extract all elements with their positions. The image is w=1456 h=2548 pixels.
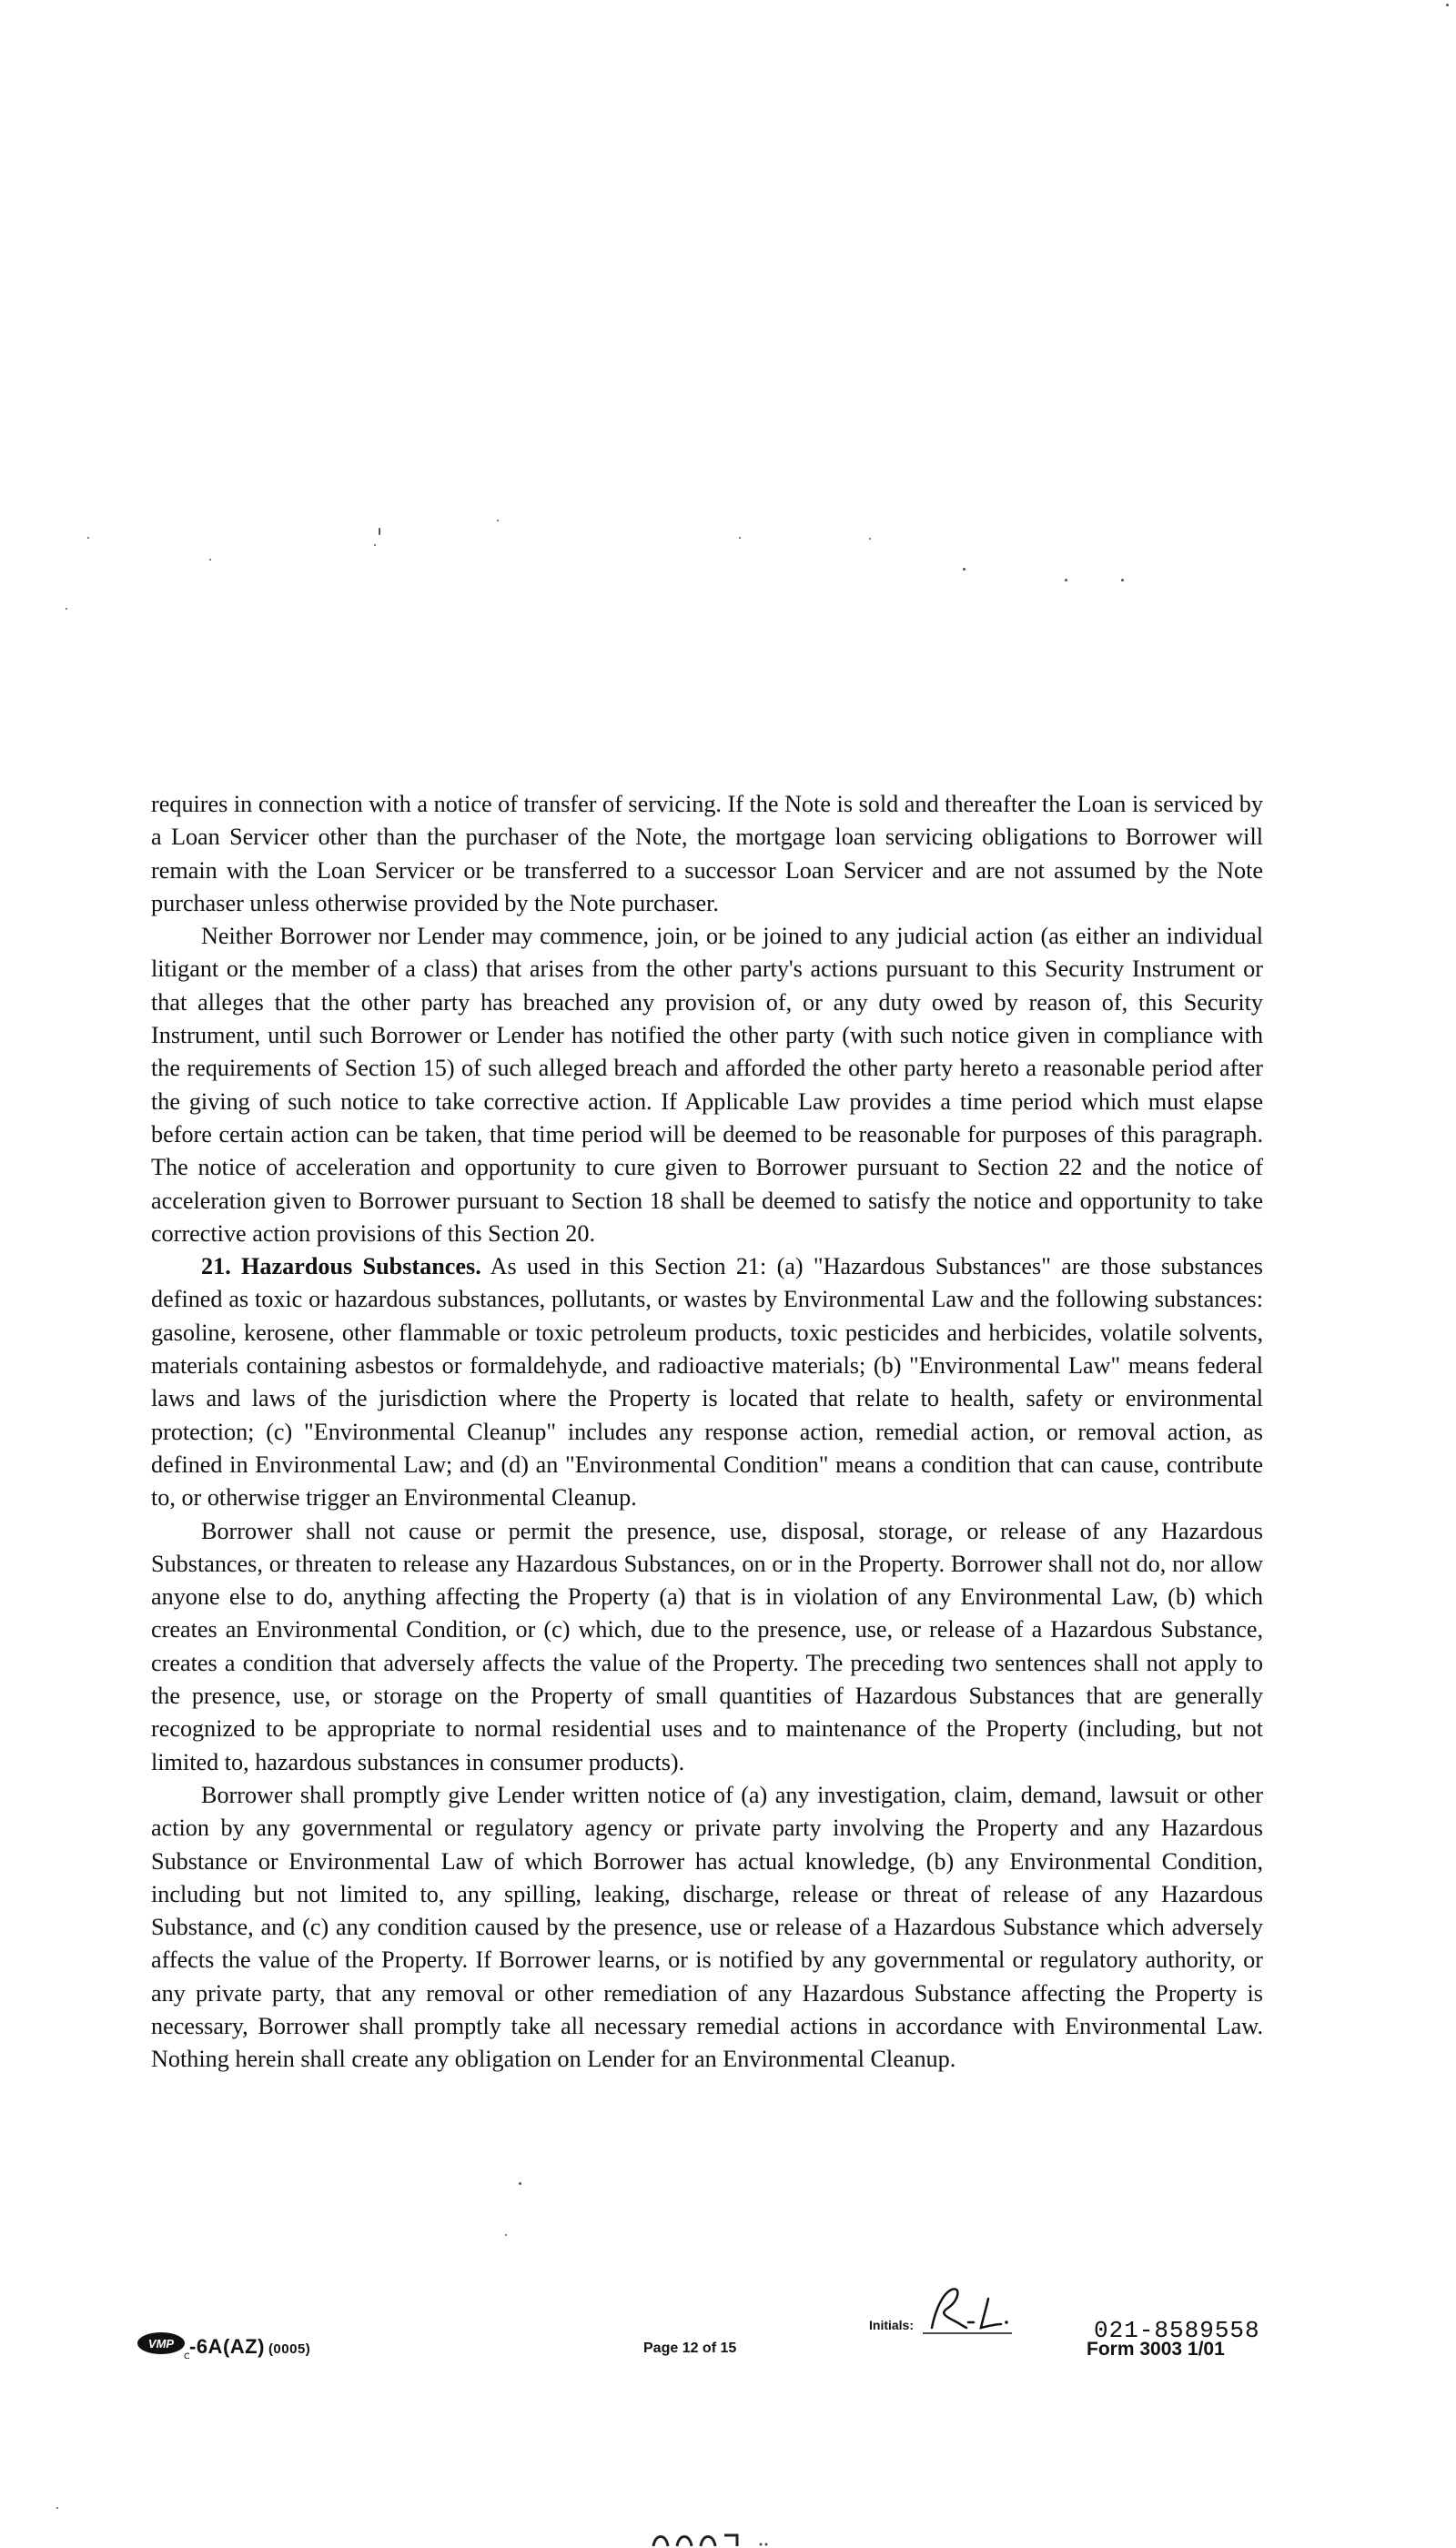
paragraph-hazardous-substances-definitions xyxy=(151,1250,1263,1514)
scan-speck xyxy=(519,2182,521,2185)
document-body xyxy=(151,788,1263,2077)
initials-label: Initials: xyxy=(869,2318,915,2332)
form-code xyxy=(189,2335,310,2359)
scan-speck xyxy=(739,537,741,539)
scan-speck xyxy=(497,520,499,521)
form-code-label: -6A(AZ) xyxy=(189,2335,265,2358)
form-revision: (0005) xyxy=(268,2341,311,2357)
paragraph-hazardous-notice: Borrower shall promptly give Lender written notice of (a) any investigation, claim, demand, lawsuit or other action by any governmental or regulatory agency or private party involving the Property and any Hazardous Substance or Environmental Law of which Borrower has actual knowledge, (b) any Environmental Condition, including but not limited to, any spilling, leaking, discharge, release or threat of release of any Hazardous Substance, and (c) any condition caused by the presence, use or release of a Hazardous Substance which adversely affects the value of the Property. If Borrower learns, or is notified by any governmental or regulatory authority, or any private party, that any removal or other remediation of any Hazardous Substance affecting the Property is necessary, Borrower shall promptly take all necessary remedial actions in accordance with Environmental Law. Nothing herein shall create any obligation on Lender for an Environmental Cleanup. xyxy=(151,1781,1263,2073)
paragraph-hazardous-restrictions: Borrower shall not cause or permit the presence, use, disposal, storage, or release of any Hazardous Substances, or threaten to release any Hazardous Substances, on or in the Property. Borrower shall not do, nor allow anyone else to do, anything affecting the Property (a) that is in violation of any Environmental Law, (b) which creates an Environmental Condition, or (c) which, due to the presence, use, or release of a Hazardous Substance, creates a condition that adversely affects the value of the Property. The preceding two sentences shall not apply to the presence, use, or storage on the Property of small quantities of Hazardous Substances that are generally recognized to be appropriate to normal residential uses and to maintenance of the Property (including, but not limited to, hazardous substances in consumer products). xyxy=(151,1517,1263,1775)
scan-speck xyxy=(374,544,376,546)
scan-speck xyxy=(379,528,380,535)
paragraph-loan-servicer: requires in connection with a notice of transfer of servicing. If the Note is sold and thereafter the Loan is serviced by a Loan Servicer other than the purchaser of the Note, the mortgage loan servicing obligations to Borrower will remain with the Loan Servicer or be transferred to a successor Loan Servicer and are not assumed by the Note purchaser unless otherwise provided by the Note purchaser. xyxy=(151,791,1263,916)
section-title-hazardous-substances: 21. Hazardous Substances. xyxy=(201,1253,481,1280)
paragraph-judicial-action: Neither Borrower nor Lender may commence, join, or be joined to any judicial action (as either an individual litigant or the member of a class) that arises from the other party's actions pursuant to this Security Instrument or that alleges that the other party has breached any provision of, or any duty owed by reason of, this Security Instrument, until such Borrower or Lender has notified the other party (with such notice given in compliance with the requirements of Section 15) of such alleged breach and afforded the other party hereto a reasonable period after the giving of such notice to take corrective action. If Applicable Law provides a time period which must elapse before certain action can be taken, that time period will be deemed to be reasonable for purposes of this paragraph. The notice of acceleration and opportunity to cure given to Borrower pursuant to Section 22 and the notice of acceleration given to Borrower pursuant to Section 18 shall be deemed to satisfy the notice and opportunity to take corrective action provisions of this Section 20. xyxy=(151,923,1263,1247)
scan-speck xyxy=(963,568,966,571)
scan-speck xyxy=(1121,579,1124,581)
scan-speck xyxy=(1065,579,1067,581)
paragraph-text: As used in this Section 21: (a) "Hazardous Substances" are those substances defined as toxic or hazardous substances, pollutants, or wastes by Environmental Law and the following substances: gasoline, kerosene, other flammable or toxic petroleum products, toxic pesticides and herbicides, volatile solvents, materials containing asbestos or formaldehyde, and radioactive materials; (b) "Environmental Law" means federal laws and laws of the jurisdiction where the Property is located that relate to health, safety or environmental protection; (c) "Environmental Cleanup" includes any response action, remedial action, or removal action, as defined in Environmental Law; and (d) an "Environmental Condition" means a condition that can cause, contribute to, or otherwise trigger an Environmental Cleanup. xyxy=(151,1253,1264,1512)
scan-speck xyxy=(56,2507,58,2509)
form-number: Form 3003 1/01 xyxy=(1087,2339,1225,2360)
scan-speck xyxy=(505,2234,507,2236)
initials-signature-icon xyxy=(915,2282,1017,2339)
page-number: Page 12 of 15 xyxy=(643,2341,737,2356)
vmp-logo-text: VMP xyxy=(147,2337,175,2351)
scan-speck xyxy=(66,608,67,610)
scan-speck xyxy=(87,537,89,539)
cut-off-page-mark-icon xyxy=(646,2521,774,2548)
scan-speck xyxy=(209,559,211,561)
scan-speck xyxy=(869,538,871,540)
loan-number: 021-8589558 xyxy=(1094,2317,1260,2344)
scan-speck xyxy=(1446,4,1449,6)
vmp-logo-icon xyxy=(136,2331,189,2359)
